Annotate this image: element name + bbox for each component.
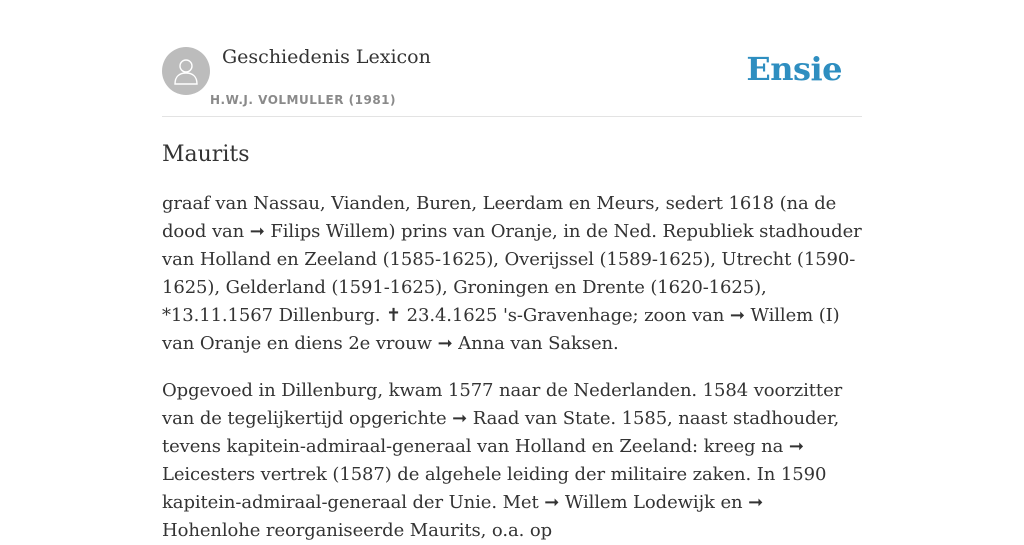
user-icon — [172, 56, 200, 86]
paragraph-text: graaf van Nassau, Vianden, Buren, Leerdam en Meurs, sedert 1618 (na de dood van — [162, 193, 837, 242]
reference-link-hohenlohe[interactable]: ➞ Hohenlohe — [162, 492, 764, 541]
avatar[interactable] — [162, 47, 210, 95]
reference-link-raad-van-state[interactable]: ➞ Raad van State — [452, 408, 611, 429]
reference-link-filips-willem[interactable]: ➞ Filips Willem — [249, 221, 389, 242]
paragraph-text: en diens 2e vrouw — [261, 333, 438, 354]
reference-link-willem-i[interactable]: ➞ Willem (I) van Oranje — [162, 305, 840, 354]
paragraph-text: en — [714, 492, 749, 513]
article-paragraph-1 — [162, 190, 862, 358]
ensie-logo[interactable]: Ensie — [746, 50, 842, 88]
paragraph-text: Opgevoed in Dillenburg, kwam 1577 naar de Nederlanden. 1584 voorzitter van de tegelijkertijd opgerichte — [162, 380, 843, 429]
paragraph-text: ) prins van Oranje, in de Ned. Republiek stadhouder van Holland en Zeeland (1585-1625), Overijssel (1589-1625), Utrecht (1590-1625), Gelderland (1591-1625), Groningen en Drente (1620-1625), *13.11.1567 Dillenburg. ✝ 23.4.1625 's-Gravenhage; zoon van — [162, 221, 862, 326]
page-title: Maurits — [162, 142, 250, 167]
reference-link-leicester[interactable]: ➞ Leicesters — [162, 436, 804, 485]
header — [162, 0, 862, 117]
author-credit: H.W.J. VOLMULLER (1981) — [210, 93, 397, 107]
article-page — [162, 0, 862, 545]
paragraph-text: . — [613, 333, 619, 354]
reference-link-anna-van-saksen[interactable]: ➞ Anna van Saksen — [437, 333, 613, 354]
article-paragraph-2 — [162, 377, 862, 545]
paragraph-text: . 1585, naast stadhouder, tevens kapitein-admiraal-generaal van Holland en Zeeland: kreeg na — [162, 408, 840, 457]
lexicon-title[interactable]: Geschiedenis Lexicon — [222, 46, 431, 68]
paragraph-text: reorganiseerde Maurits, o.a. op — [260, 520, 552, 541]
paragraph-text: vertrek (1587) de algehele leiding der militaire zaken. In 1590 kapitein-admiraal-generaal der Unie. Met — [162, 464, 827, 513]
reference-link-willem-lodewijk[interactable]: ➞ Willem Lodewijk — [544, 492, 715, 513]
